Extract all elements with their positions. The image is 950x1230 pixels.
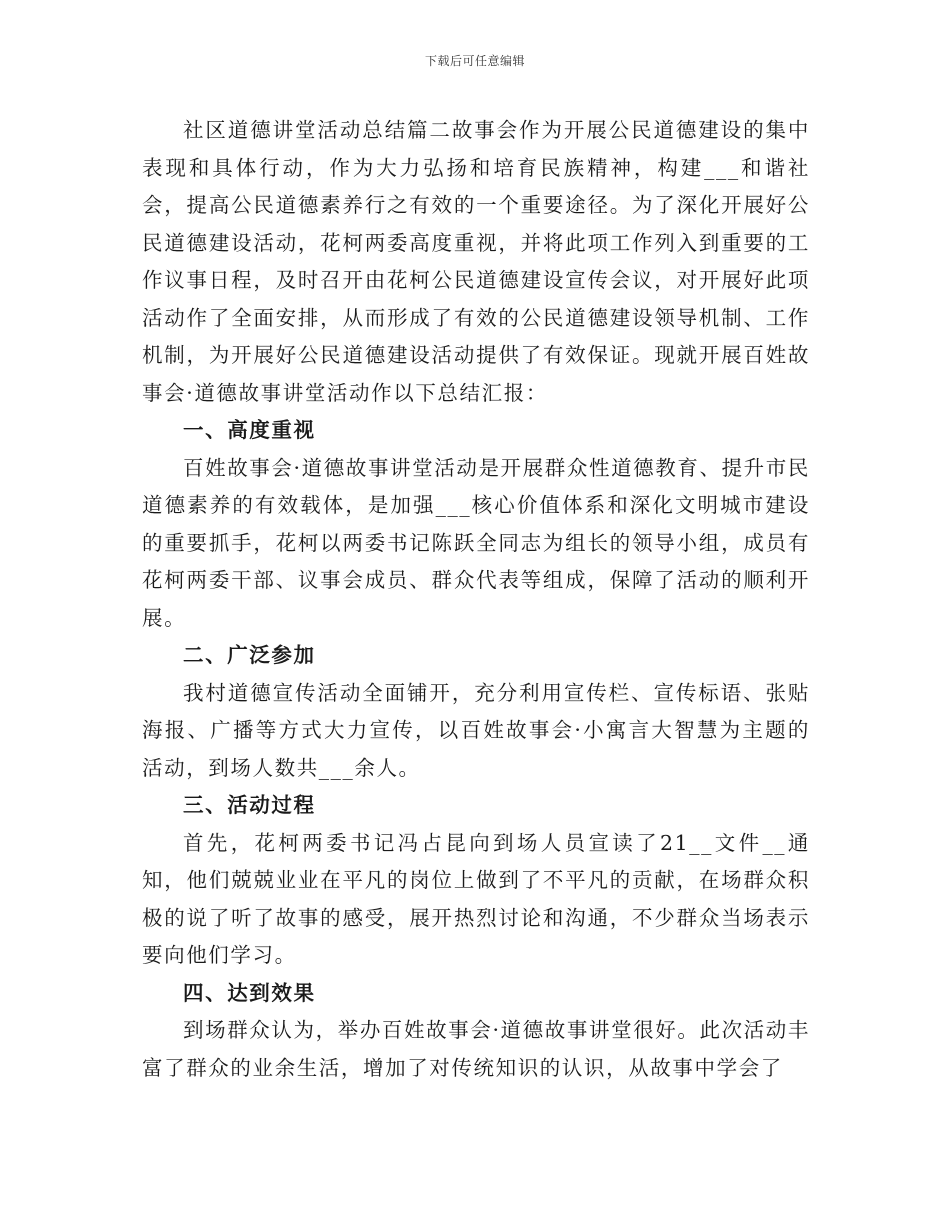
section-heading-1: 一、高度重视 [183,418,316,442]
section-paragraph-2: 我村道德宣传活动全面铺开，充分利用宣传栏、宣传标语、张贴海报、广播等方式大力宣传，以百姓故事会·小寓言大智慧为主题的活动，到场人数共___余人。 [142,680,810,780]
section-paragraph-4: 到场群众认为，举办百姓故事会·道德故事讲堂很好。此次活动丰富了群众的业余生活，增加了对传统知识的认识，从故事中学会了 [142,1018,810,1080]
intro-paragraph: 社区道德讲堂活动总结篇二故事会作为开展公民道德建设的集中表现和具体行动，作为大力弘扬和培育民族精神，构建___和谐社会，提高公民道德素养行之有效的一个重要途径。为了深化开展好公民道德建设活动，花柯两委高度重视，并将此项工作列入到重要的工作议事日程，及时召开由花柯公民道德建设宣传会议，对开展好此项活动作了全面安排，从而形成了有效的公民道德建设领导机制、工作机制，为开展好公民道德建设活动提供了有效保证。现就开展百姓故事会·道德故事讲堂活动作以下总结汇报： [142,118,810,405]
section-paragraph-3: 首先，花柯两委书记冯占昆向到场人员宣读了21__文件__通知，他们兢兢业业在平凡的岗位上做到了不平凡的贡献，在场群众积极的说了听了故事的感受，展开热烈讨论和沟通，不少群众当场表示要向他们学习。 [142,830,810,967]
document-body [142,112,810,1087]
section-paragraph-1: 百姓故事会·道德故事讲堂活动是开展群众性道德教育、提升市民道德素养的有效载体，是加强___核心价值体系和深化文明城市建设的重要抓手，花柯以两委书记陈跃全同志为组长的领导小组，成员有花柯两委干部、议事会成员、群众代表等组成，保障了活动的顺利开展。 [142,455,810,630]
section-heading-2: 二、广泛参加 [183,643,316,667]
page-header-note: 下载后可任意编辑 [424,54,525,68]
section-heading-3: 三、活动过程 [183,793,316,817]
section-heading-4: 四、达到效果 [183,980,316,1005]
